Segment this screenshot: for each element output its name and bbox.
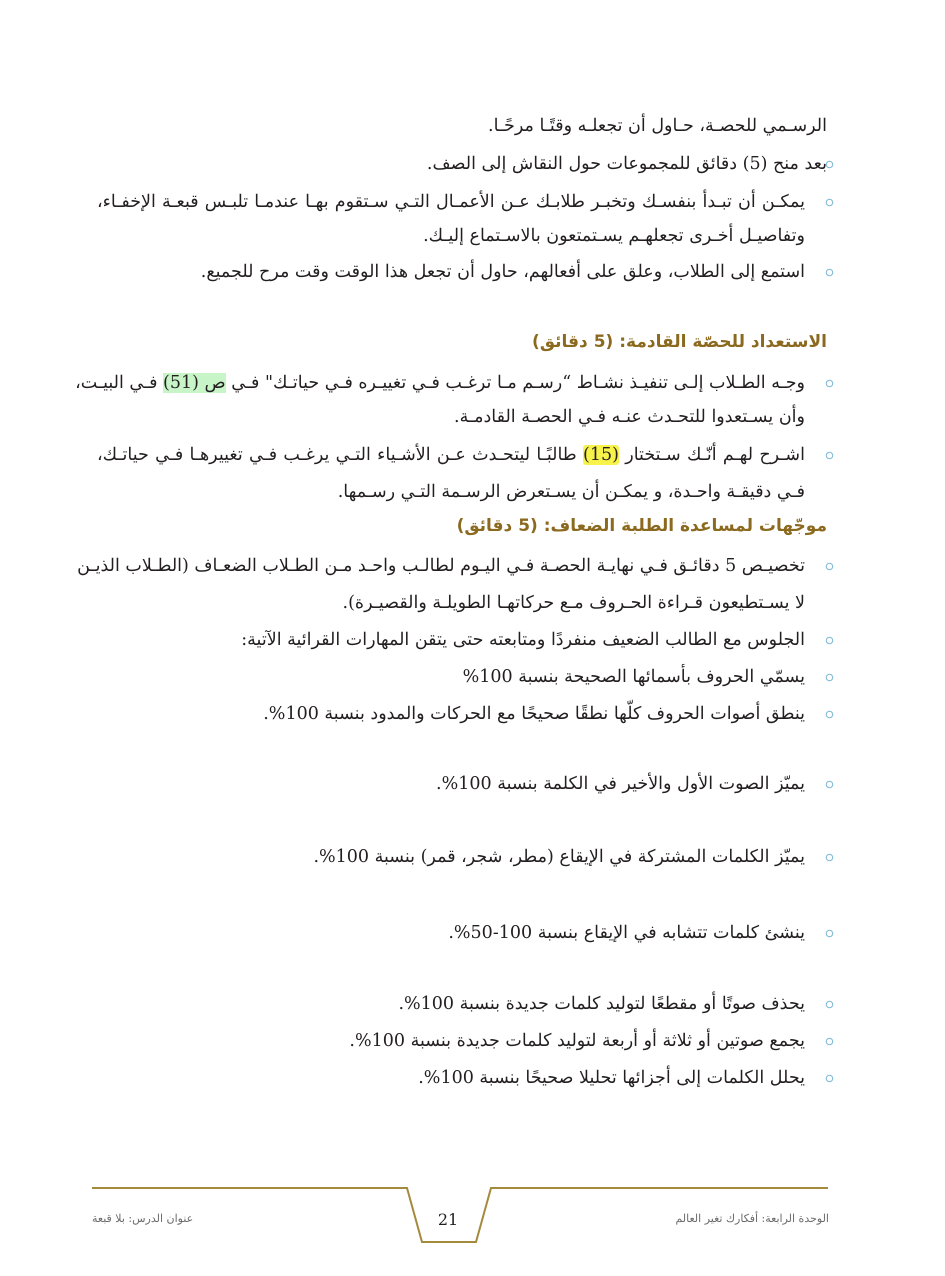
page-number: 21 [437, 1210, 459, 1229]
list-item: يحلل الكلمات إلى أجزائها تحليلا صحيحًا بنسبة 100%. [418, 1068, 805, 1088]
highlighted-page-ref: ص (51) [163, 373, 226, 393]
list-item: استمع إلى الطلاب، وعلق على أفعالهم، حاول أن تجعل هذا الوقت وقت مرح للجميع. [200, 262, 805, 282]
bullet-icon [823, 671, 835, 683]
bullet-icon [823, 778, 835, 790]
list-item: يميّز الكلمات المشتركة في الإيقاع (مطر، شجر، قمر) بنسبة 100%. [313, 847, 805, 867]
text-line: الرسـمي للحصـة، حـاول أن تجعلـه وقتًـا مرحًـا. [488, 116, 827, 136]
text-part: وجـه الطـلاب إلـى تنفيـذ نشـاط “رسـم مـا ترغـب فـي تغييـره فـي حياتـك" فـي [231, 373, 805, 393]
bullet-icon [823, 266, 835, 278]
list-item-continuation: وتفاصيـل أخـرى تجعلهـم يسـتمتعون بالاسـتماع إليـك. [423, 226, 805, 246]
bullet-icon [823, 449, 835, 461]
bullet-icon [823, 708, 835, 720]
list-item-continuation: وأن يسـتعدوا للتحـدث عنـه فـي الحصـة القادمـة. [454, 407, 805, 427]
list-item: يجمع صوتين أو ثلاثة أو أربعة لتوليد كلمات جديدة بنسبة 100%. [349, 1031, 805, 1051]
section-heading-weak-students: موجّهات لمساعدة الطلبة الضعاف: (5 دقائق) [456, 516, 827, 536]
list-item: يمكـن أن تبـدأ بنفسـك وتخبـر طلابـك عـن الأعمـال التـي سـتقوم بهـا عندمـا تلبـس قبعـة الإخفـاء، [97, 192, 805, 212]
list-item: يسمّي الحروف بأسمائها الصحيحة بنسبة 100% [462, 667, 805, 687]
bullet-icon [823, 927, 835, 939]
footer-lesson-title: عنوان الدرس: بلا قبعة [92, 1212, 194, 1225]
list-item: تخصيـص 5 دقائـق فـي نهايـة الحصـة فـي اليـوم لطالـب واحـد مـن الطـلاب الضعـاف (الطـلاب الذيـن [77, 556, 805, 576]
list-item: بعد منح (5) دقائق للمجموعات حول النقاش إلى الصف. [426, 154, 827, 174]
footer-unit-title: الوحدة الرابعة: أفكارك تغير العالم [675, 1212, 829, 1225]
highlighted-number: (15) [583, 445, 619, 465]
list-item: ينطق أصوات الحروف كلّها نطقًا صحيحًا مع الحركات والمدود بنسبة 100%. [263, 704, 805, 724]
bullet-icon [823, 560, 835, 572]
bullet-icon [823, 196, 835, 208]
list-item-continuation: لا يسـتطيعون قـراءة الحـروف مـع حركاتهـا الطويلـة والقصيـرة). [342, 593, 805, 613]
bullet-icon [823, 634, 835, 646]
text-part: طالبًـا ليتحـدث عـن الأشـياء التـي يرغـب فـي تغييرهـا فـي حياتـك، [97, 445, 577, 465]
bullet-icon [823, 1035, 835, 1047]
list-item: ينشئ كلمات تتشابه في الإيقاع بنسبة 100-50%. [448, 923, 805, 943]
text-part: فـي البيـت، [75, 373, 158, 393]
text-part: اشـرح لهـم أنّـك سـتختار [625, 445, 805, 465]
bullet-icon [823, 998, 835, 1010]
bullet-icon [823, 851, 835, 863]
bullet-icon [823, 1072, 835, 1084]
list-item: الجلوس مع الطالب الضعيف منفردًا ومتابعته حتى يتقن المهارات القرائية الآتية: [241, 630, 805, 650]
bullet-icon [823, 377, 835, 389]
list-item: يميّز الصوت الأول والأخير في الكلمة بنسبة 100%. [436, 774, 805, 794]
list-item [75, 369, 805, 397]
list-item: يحذف صوتًا أو مقطعًا لتوليد كلمات جديدة بنسبة 100%. [398, 994, 805, 1014]
section-heading-next-lesson: الاستعداد للحصّة القادمة: (5 دقائق) [532, 332, 827, 352]
list-item-continuation: فـي دقيقـة واحـدة، و يمكـن أن يسـتعرض الرسـمة التـي رسـمها. [337, 482, 805, 502]
list-item [97, 441, 805, 469]
